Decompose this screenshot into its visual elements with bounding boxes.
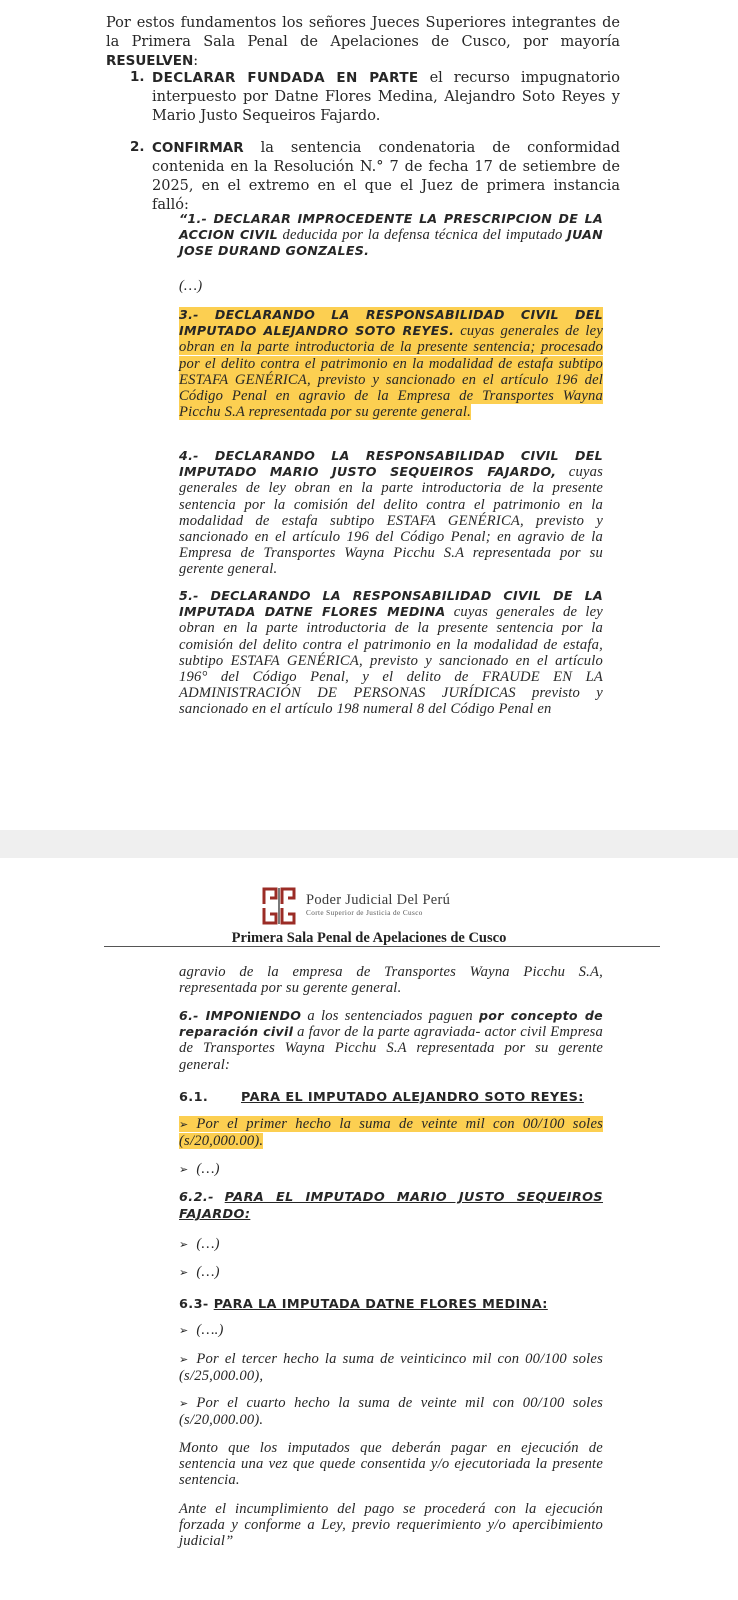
heading-6-3: 6.3- PARA LA IMPUTADA DATNE FLORES MEDINA: — [179, 1297, 548, 1312]
intro-paragraph: Por estos fundamentos los señores Jueces Superiores integrantes de la Primera Sala Penal de Apelaciones de Cusco, por mayoría RESUELVEN: — [106, 15, 620, 69]
bullet-6-2-b: ➢ (…) — [179, 1264, 220, 1280]
logo-subtitle: Corte Superior de Justicia de Cusco — [306, 909, 423, 917]
monto-paragraph: Monto que los imputados que deberán pagar en ejecución de sentencia una vez que quede consentida y/o ejecutoriada la presente sentencia. — [179, 1440, 603, 1489]
bullet-6-3-b: ➢ Por el tercer hecho la suma de veinticinco mil con 00/100 soles (s/25,000.00), — [179, 1351, 603, 1385]
arrow-bullet-icon: ➢ — [179, 1353, 189, 1366]
arrow-bullet-icon: ➢ — [179, 1118, 189, 1131]
bullet-6-3-c: ➢ Por el cuarto hecho la suma de veinte mil con 00/100 soles (s/20,000.00). — [179, 1395, 603, 1429]
quote-item-1: “1.- DECLARAR IMPROCEDENTE LA PRESCRIPCION DE LA ACCION CIVIL deducida por la defensa técnica del imputado JUAN JOSE DURAND GONZALES. — [179, 211, 603, 259]
quote-continuation: agravio de la empresa de Transportes Wayna Picchu S.A, representada por su gerente general. — [179, 964, 603, 997]
quote-item-3-highlighted: 3.- DECLARANDO LA RESPONSABILIDAD CIVIL DEL IMPUTADO ALEJANDRO SOTO REYES. cuyas generales de ley obran en la parte introductoria de la presente sentencia; procesado por el delito contra el patrimonio en la modalidad de estafa subtipo ESTAFA GENÉRICA, previsto y sancionado en el artículo 196 del Código Penal en agravio de la Empresa de Transportes Wayna Picchu S.A representada por su gerente general. — [179, 307, 603, 421]
header-rule — [104, 946, 660, 947]
logo-title: Poder Judicial Del Perú — [306, 892, 451, 908]
item-2-number: 2. — [130, 139, 145, 155]
arrow-bullet-icon: ➢ — [179, 1266, 189, 1279]
bullet-6-2-a: ➢ (…) — [179, 1236, 220, 1252]
item-1-text: DECLARAR FUNDADA EN PARTE el recurso impugnatorio interpuesto por Datne Flores Medina, Alejandro Soto Reyes y Mario Justo Sequeiros Fajardo. — [152, 70, 621, 124]
quote-item-6: 6.- IMPONIENDO a los sentenciados paguen por concepto de reparación civil a favor de la parte agraviada- actor civil Empresa de Transportes Wayna Picchu S.A representada por su gerente general: — [179, 1008, 603, 1073]
document-page-2 — [0, 858, 738, 1600]
quote-item-4: 4.- DECLARANDO LA RESPONSABILIDAD CIVIL DEL IMPUTADO MARIO JUSTO SEQUEIROS FAJARDO, cuyas generales de ley obran en la parte introductoria de la presente sentencia por la comisión del delito contra el patrimonio en la modalidad de estafa subtipo ESTAFA GENÉRICA, previsto y sancionado en el artículo 196 del Código Penal; en agravio de la Empresa de Transportes Wayna Picchu S.A representada por su gerente general. — [179, 448, 604, 578]
heading-6-1: 6.1. PARA EL IMPUTADO ALEJANDRO SOTO REYES: — [179, 1090, 584, 1105]
arrow-bullet-icon: ➢ — [179, 1324, 189, 1337]
page-separator — [0, 830, 738, 858]
poder-judicial-logo-icon — [262, 886, 298, 926]
bullet-6-1-b: ➢ (…) — [179, 1161, 220, 1177]
arrow-bullet-icon: ➢ — [179, 1163, 189, 1176]
item-1-number: 1. — [130, 69, 145, 85]
arrow-bullet-icon: ➢ — [179, 1397, 189, 1410]
item-2-text: CONFIRMAR la sentencia condenatoria de conformidad contenida en la Resolución N.° 7 de fecha 17 de setiembre de 2025, en el extremo en el que el Juez de primera instancia falló: — [152, 140, 620, 213]
bullet-6-1-a-highlighted: ➢ Por el primer hecho la suma de veinte mil con 00/100 soles (s/20,000.00). — [179, 1116, 603, 1150]
arrow-bullet-icon: ➢ — [179, 1238, 189, 1251]
heading-6-2: 6.2.- PARA EL IMPUTADO MARIO JUSTO SEQUEIROS FAJARDO: — [179, 1190, 603, 1223]
court-title: Primera Sala Penal de Apelaciones de Cusco — [231, 930, 507, 946]
quote-ellipsis-1: (…) — [179, 278, 203, 294]
ante-paragraph: Ante el incumplimiento del pago se procederá con la ejecución forzada y conforme a Ley, previo requerimiento y/o apercibimiento judicial” — [179, 1501, 603, 1550]
bullet-6-3-a: ➢ (….) — [179, 1322, 224, 1338]
header-logo — [262, 886, 472, 928]
quote-item-5: 5.- DECLARANDO LA RESPONSABILIDAD CIVIL DE LA IMPUTADA DATNE FLORES MEDINA cuyas generales de ley obran en la parte introductoria de la presente sentencia por la comisión del delito contra el patrimonio en la modalidad de estafa, subtipo ESTAFA GENÉRICA, previsto y sancionado en el artículo 196° del Código Penal, y el delito de FRAUDE EN LA ADMINISTRACIÓN DE PERSONAS JURÍDICAS previsto y sancionado en el artículo 198 numeral 8 del Código Penal en — [179, 588, 603, 718]
